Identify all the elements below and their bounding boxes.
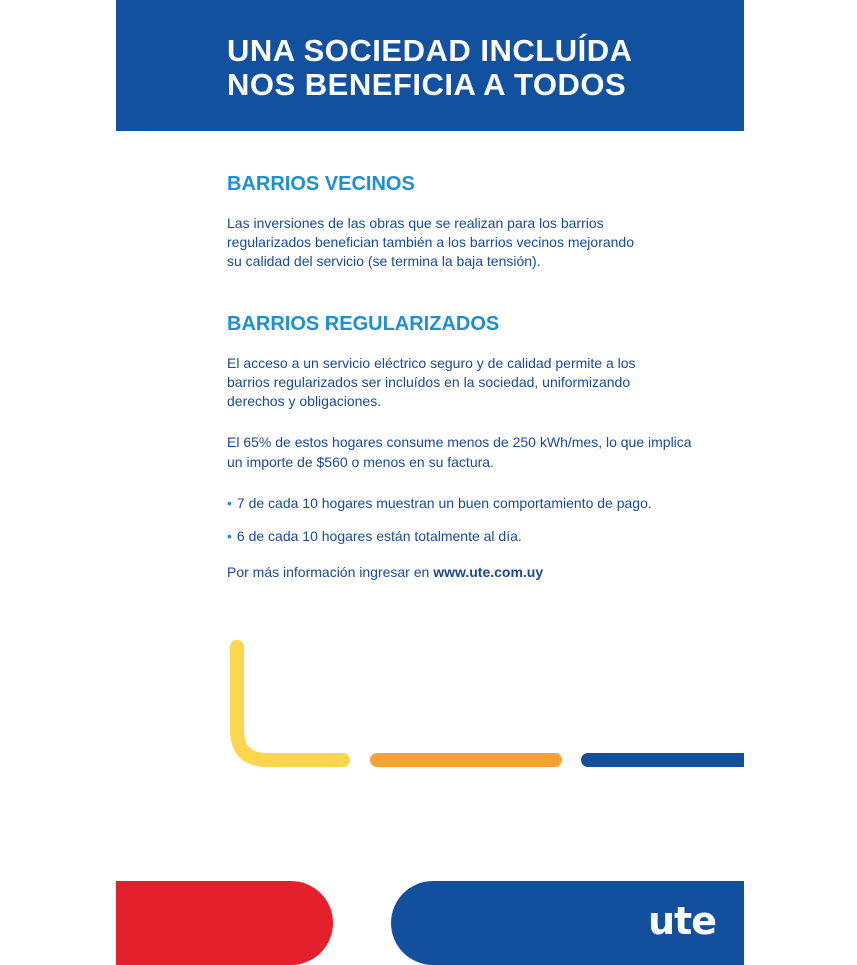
text-line: barrios regularizados ser incluídos en la sociedad, uniformizando <box>227 374 631 390</box>
section-heading-barrios-vecinos: BARRIOS VECINOS <box>227 173 415 195</box>
consumption-text <box>227 432 707 472</box>
text-line: su calidad del servicio (se termina la baja tensión). <box>227 253 541 269</box>
website-link[interactable]: www.ute.com.uy <box>433 564 544 580</box>
bullet-item <box>227 494 652 513</box>
title-line-2: NOS BENEFICIA A TODOS <box>227 67 627 102</box>
text-line: El acceso a un servicio eléctrico seguro y de calidad permite a los <box>227 355 636 371</box>
title-line-1: UNA SOCIEDAD INCLUÍDA <box>227 33 633 68</box>
text-line: regularizados benefician también a los barrios vecinos mejorando <box>227 234 635 250</box>
more-info-prefix: Por más información ingresar en <box>227 564 434 580</box>
text-line: Las inversiones de las obras que se realizan para los barrios <box>227 215 604 231</box>
bullet-text: 6 de cada 10 hogares están totalmente al día. <box>236 528 522 544</box>
section-heading-barrios-regularizados: BARRIOS REGULARIZADOS <box>227 313 500 335</box>
more-info-text <box>227 563 543 582</box>
red-footer-shape <box>116 881 333 965</box>
barrios-vecinos-text <box>227 214 707 271</box>
bullet-item <box>227 527 522 546</box>
bullet-dot-icon: • <box>227 528 232 544</box>
bullet-text: 7 de cada 10 hogares muestran un buen comportamiento de pago. <box>236 495 652 511</box>
barrios-regularizados-text <box>227 354 707 411</box>
bullet-dot-icon: • <box>227 495 232 511</box>
info-card <box>116 0 744 965</box>
text-line: derechos y obligaciones. <box>227 393 382 409</box>
header-banner <box>116 0 744 131</box>
decorative-lines <box>116 630 744 780</box>
ute-logo: ute <box>648 899 716 943</box>
page-title <box>227 34 727 102</box>
yellow-line <box>237 647 343 760</box>
text-line: El 65% de estos hogares consume menos de 250 kWh/mes, lo que implica <box>227 434 692 450</box>
text-line: un importe de $560 o menos en su factura. <box>227 454 494 470</box>
